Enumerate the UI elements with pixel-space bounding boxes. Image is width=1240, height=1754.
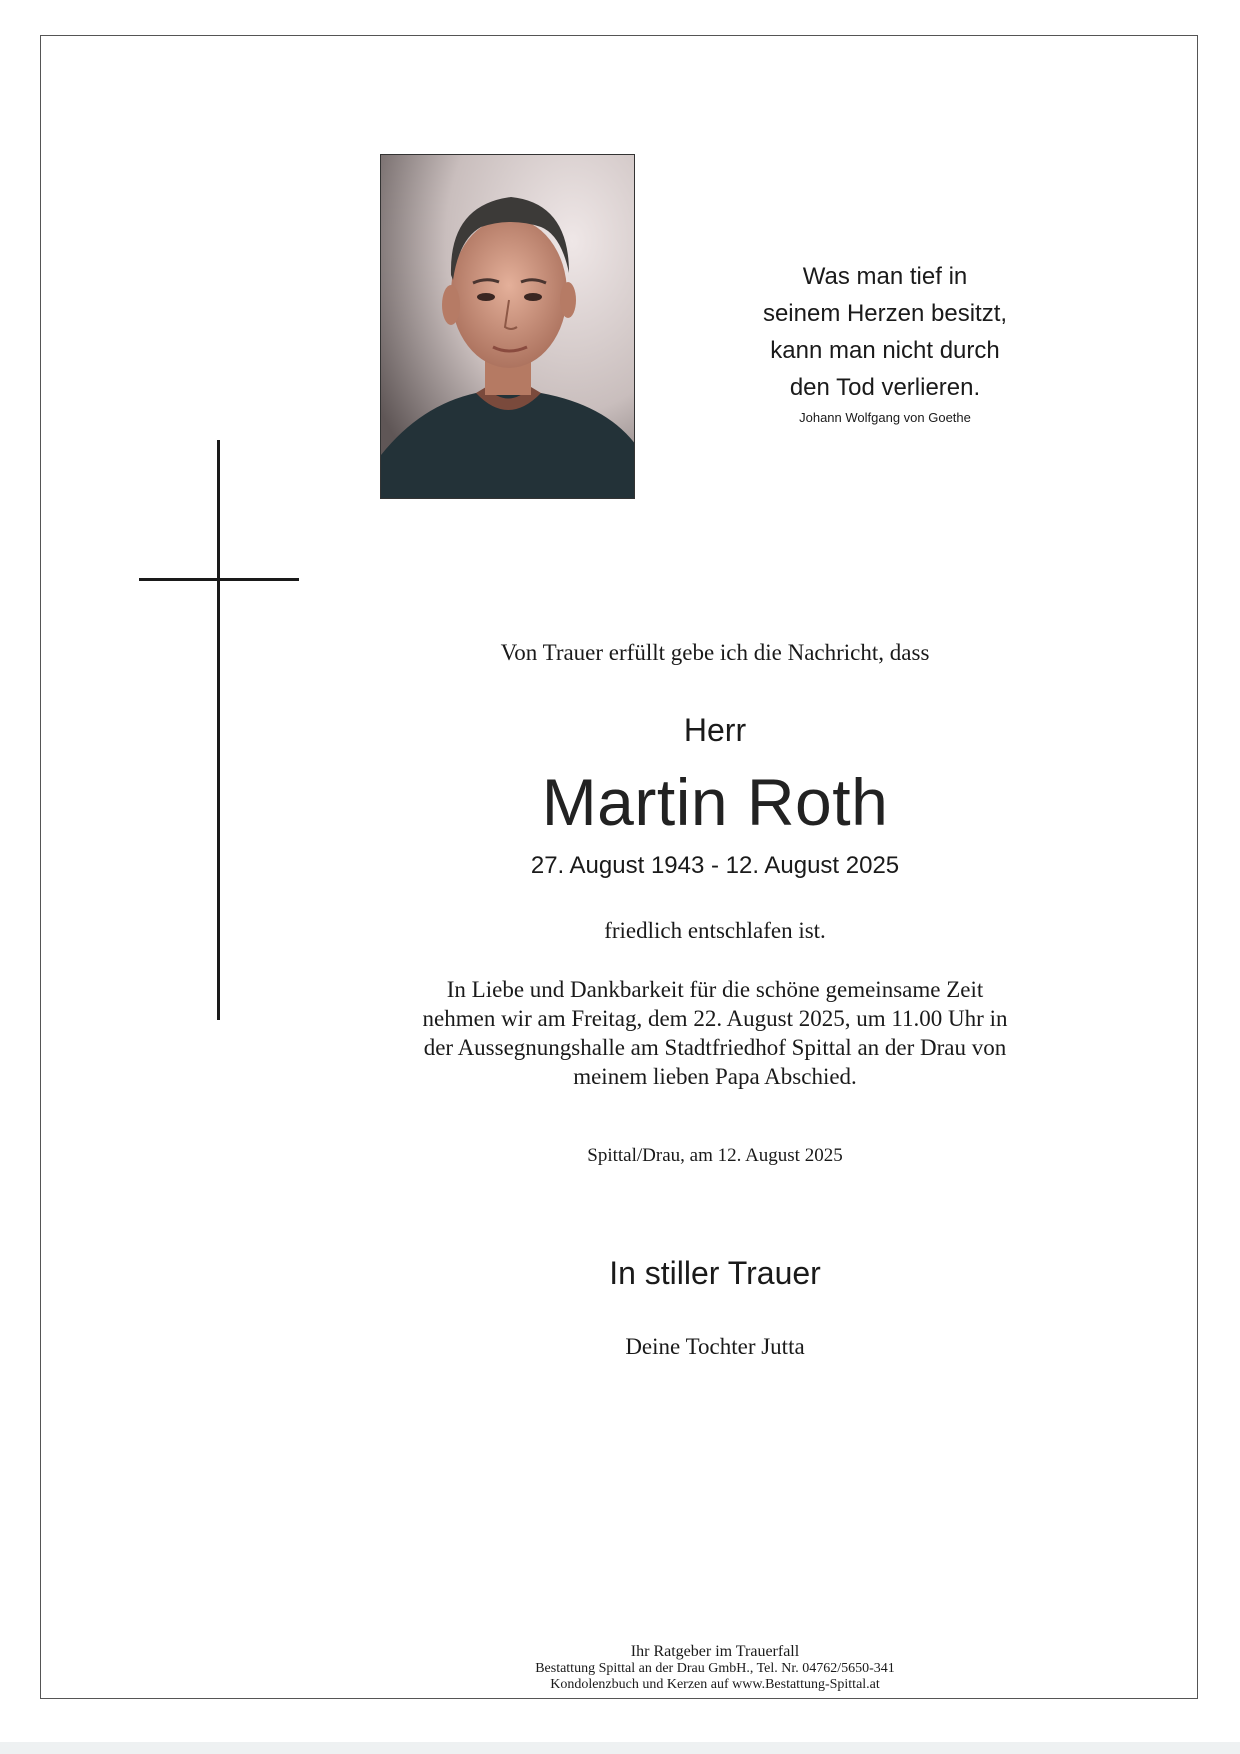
salutation: Herr [683, 712, 747, 748]
footer-website: Kondolenzbuch und Kerzen auf www.Bestattung-Spittal.at [550, 1677, 880, 1692]
mourning-heading: In stiller Trauer [609, 1255, 821, 1291]
deceased-name: Martin Roth [541, 765, 889, 839]
scan-edge [0, 1742, 1240, 1754]
paragraph-line: In Liebe und Dankbarkeit für die schöne gemeinsame Zeit [446, 977, 984, 1002]
life-dates: 27. August 1943 - 12. August 2025 [530, 852, 900, 879]
farewell-paragraph [340, 975, 1090, 1091]
quote-line: kann man nicht durch [770, 337, 1000, 364]
cross-icon-bar [139, 578, 299, 581]
quote-author: Johann Wolfgang von Goethe [799, 410, 971, 425]
family-signature: Deine Tochter Jutta [625, 1334, 805, 1359]
quote-block [740, 258, 1030, 425]
paragraph-line: meinem lieben Papa Abschied. [573, 1064, 857, 1089]
paragraph-line: nehmen wir am Freitag, dem 22. August 2025, um 11.00 Uhr in [422, 1006, 1008, 1031]
portrait-photo [380, 154, 635, 499]
footer-company: Bestattung Spittal an der Drau GmbH., Tel. Nr. 04762/5650-341 [535, 1661, 895, 1676]
footer-title: Ihr Ratgeber im Trauerfall [630, 1643, 800, 1660]
cross-icon [217, 440, 220, 1020]
intro-text: Von Trauer erfüllt gebe ich die Nachricht, dass [500, 640, 930, 665]
paragraph-line: der Aussegnungshalle am Stadtfriedhof Spittal an der Drau von [423, 1035, 1007, 1060]
footer [340, 1643, 1090, 1693]
passed-text: friedlich entschlafen ist. [604, 918, 826, 943]
quote-line: Was man tief in [802, 263, 968, 290]
quote-line: den Tod verlieren. [789, 374, 981, 401]
place-date: Spittal/Drau, am 12. August 2025 [587, 1145, 843, 1166]
quote-line: seinem Herzen besitzt, [762, 300, 1008, 327]
